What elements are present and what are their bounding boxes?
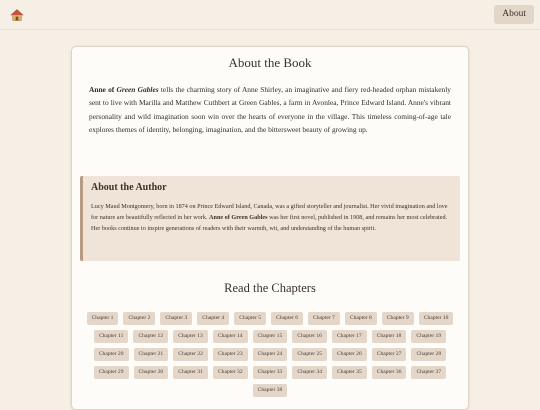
home-icon[interactable] [10,7,24,21]
book-description-text: tells the charming story of Anne Shirley, an imaginative and fiery red-headed orphan mistakenly sent to live with Marilla and Matthew Cuthbert at Green Gables, a farm in Avonlea, Prince Edward Island. Anne's vibrant personality and wild imagination soon win over the hearts of everyone in the village. This timeless coming-of-age tale explores themes of identity, belonging, imagination, and the bittersweet beauty of growing up. [89,85,451,134]
chapter-button[interactable]: Chapter 31 [173,366,208,379]
chapter-button[interactable]: Chapter 1 [87,312,119,325]
author-bio-start: Lucy Maud Montgomery, born in 1874 on Prince Edward Island, Canada, was a gifted storyteller and journalist. Her vivid imagination and love for nature are beautifully reflected in her work. [91,203,448,221]
chapter-button[interactable]: Chapter 27 [372,348,407,361]
book-description [89,83,451,136]
chapter-button[interactable]: Chapter 37 [411,366,446,379]
about-book-heading: About the Book [228,55,312,70]
chapter-button[interactable]: Chapter 7 [308,312,340,325]
chapter-button[interactable]: Chapter 36 [372,366,407,379]
chapter-button[interactable]: Chapter 22 [173,348,208,361]
chapter-button[interactable]: Chapter 10 [419,312,454,325]
chapter-button[interactable]: Chapter 14 [213,330,248,343]
chapter-button[interactable]: Chapter 16 [292,330,327,343]
chapter-button[interactable]: Chapter 30 [134,366,169,379]
author-bio-book-title: Anne of Green Gables [209,214,268,221]
author-section [80,176,460,261]
chapter-button[interactable]: Chapter 6 [271,312,303,325]
chapter-button[interactable]: Chapter 29 [94,366,129,379]
book-card [71,46,469,410]
author-bio [91,201,452,234]
chapter-button[interactable]: Chapter 15 [253,330,288,343]
chapter-button[interactable]: Chapter 24 [253,348,288,361]
book-title-part2: Green Gables [116,85,159,94]
chapter-button[interactable]: Chapter 32 [213,366,248,379]
about-author-heading: About the Author [91,182,167,193]
chapter-list [82,312,458,397]
chapters-heading: Read the Chapters [224,281,316,295]
chapter-button[interactable]: Chapter 9 [382,312,414,325]
chapter-button[interactable]: Chapter 19 [411,330,446,343]
chapter-button[interactable]: Chapter 4 [197,312,229,325]
chapter-button[interactable]: Chapter 12 [133,330,168,343]
chapter-button[interactable]: Chapter 18 [372,330,407,343]
top-bar [0,0,540,30]
about-button[interactable]: About [494,5,534,24]
chapter-button[interactable]: Chapter 3 [160,312,192,325]
chapter-button[interactable]: Chapter 11 [94,330,129,343]
chapter-button[interactable]: Chapter 5 [234,312,266,325]
chapter-button[interactable]: Chapter 26 [332,348,367,361]
chapter-button[interactable]: Chapter 8 [345,312,377,325]
chapter-button[interactable]: Chapter 20 [94,348,129,361]
author-bio-end: was her first novel, published in 1908, and remains her most celebrated. Her books continue to inspire generations of readers with their warmth, wit, and understanding of the human spirit. [91,214,448,232]
chapter-button[interactable]: Chapter 13 [173,330,208,343]
chapter-button[interactable]: Chapter 28 [411,348,446,361]
chapter-button[interactable]: Chapter 23 [213,348,248,361]
chapter-button[interactable]: Chapter 38 [253,384,288,397]
chapter-button[interactable]: Chapter 33 [253,366,288,379]
chapter-button[interactable]: Chapter 35 [332,366,367,379]
chapter-button[interactable]: Chapter 2 [123,312,155,325]
book-title-part1: Anne of [89,85,117,94]
chapter-button[interactable]: Chapter 25 [292,348,327,361]
chapter-button[interactable]: Chapter 34 [292,366,327,379]
chapter-button[interactable]: Chapter 17 [332,330,367,343]
chapter-button[interactable]: Chapter 21 [134,348,169,361]
